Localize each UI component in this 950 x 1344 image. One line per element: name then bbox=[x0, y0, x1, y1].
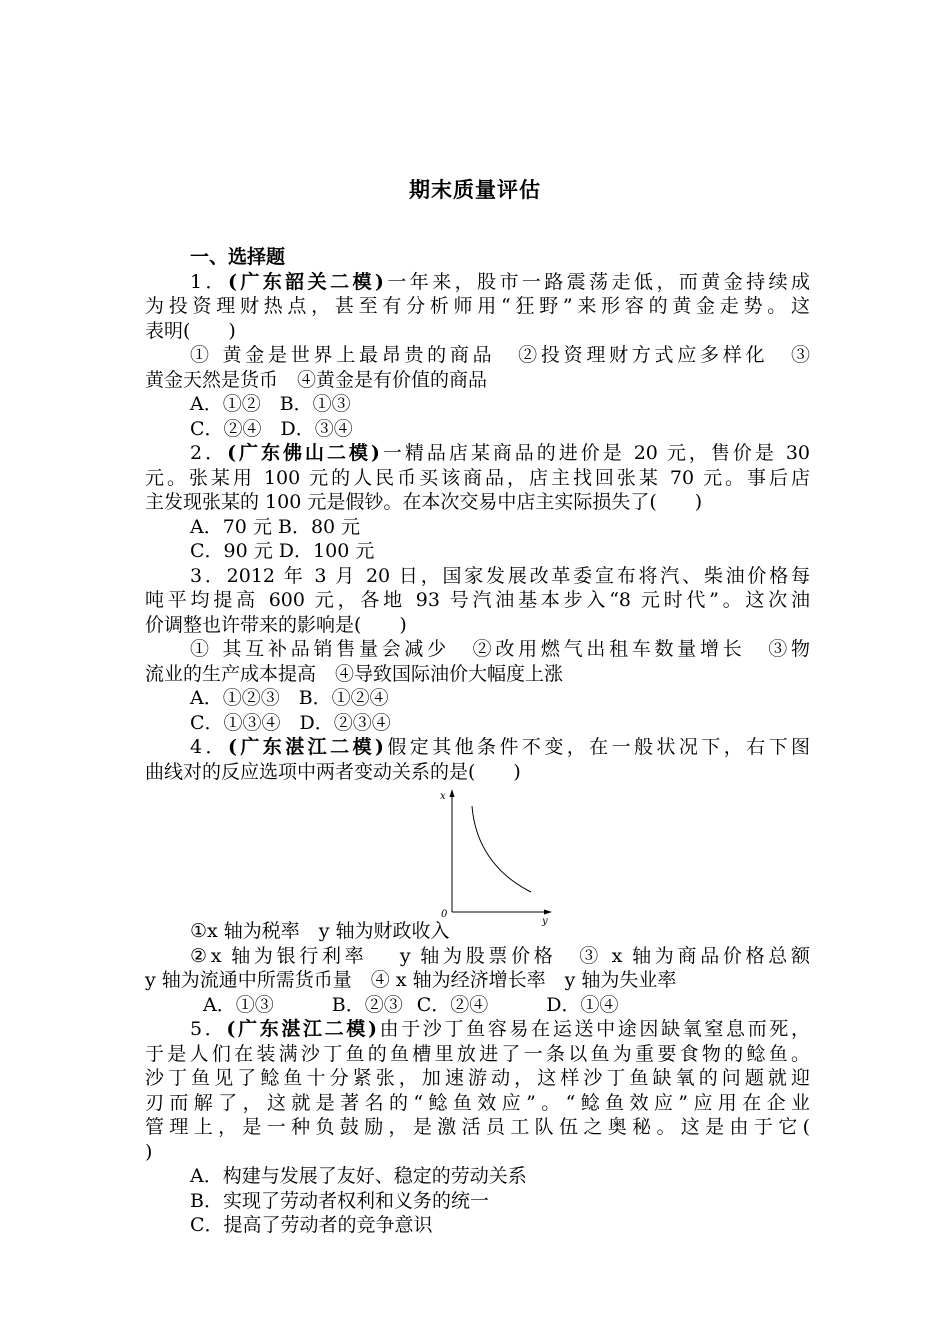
curve-figure bbox=[145, 784, 810, 927]
question-3-answers-1: A．①②③ B．①②④ bbox=[190, 687, 389, 709]
question-1-source: (广东韶关二模) bbox=[227, 270, 384, 293]
question-5-option-a: A．构建与发展了友好、稳定的劳动关系 bbox=[190, 1165, 527, 1187]
question-4-line-2: 曲线对的反应选项中两者变动关系的是( ) bbox=[145, 760, 521, 783]
question-1-answers-2: C．②④ D．③④ bbox=[190, 417, 353, 440]
question-5-line-4: 刃而解了，这就是著名的“鲶鱼效应”。“鲶鱼效应”应用在企业 bbox=[145, 1091, 810, 1114]
origin-label: 0 bbox=[441, 909, 448, 920]
question-3-line-3: 价调整也许带来的影响是( ) bbox=[145, 613, 407, 636]
question-1-statements-1: ① 黄金是世界上最昂贵的商品 ②投资理财方式应多样化 ③ bbox=[190, 344, 810, 366]
question-5-option-b: B．实现了劳动者权利和义务的统一 bbox=[190, 1189, 489, 1212]
question-2-answers-1: A．70 元 B．80 元 bbox=[190, 515, 361, 538]
question-5-line-2: 于是人们在装满沙丁鱼的鱼槽里放进了一条以鱼为重要食物的鲶鱼。 bbox=[145, 1042, 810, 1065]
curve-diagram bbox=[425, 784, 555, 927]
answer-c: C．②④ bbox=[416, 993, 489, 1016]
question-1-line-2: 为投资理财热点，甚至有分析师用“狂野”来形容的黄金走势。这 bbox=[145, 295, 810, 317]
question-3-line-2: 吨平均提高 600 元，各地 93 号汽油基本步入“8 元时代”。这次油 bbox=[145, 589, 810, 611]
question-4-answers bbox=[145, 993, 810, 1018]
axis-label-y: y bbox=[542, 916, 548, 927]
answer-b: B．②③ bbox=[331, 993, 403, 1016]
question-2-line-2: 元。张某用 100 元的人民币买该商品，店主找回张某 70 元。事后店 bbox=[145, 466, 810, 489]
question-4-source: (广东湛江二模) bbox=[227, 736, 384, 758]
question-5-line-5: 管理上，是一种负鼓励，是激活员工队伍之奥秘。这是由于它( bbox=[145, 1116, 810, 1138]
question-2-line-3: 主发现张某的 100 元是假钞。在本次交易中店主实际损失了( ) bbox=[145, 491, 703, 513]
question-3-line-1: 3．2012 年 3 月 20 日，国家发展改革委宣布将汽、柴油价格每 bbox=[190, 564, 810, 587]
question-4-line-1: 4．(广东湛江二模)假定其他条件不变，在一般状况下，右下图 bbox=[190, 736, 811, 758]
question-1-line-3: 表明( ) bbox=[145, 319, 236, 342]
answer-d: D．①④ bbox=[546, 993, 619, 1016]
question-5-option-c: C．提高了劳动者的竞争意识 bbox=[190, 1214, 433, 1236]
question-2-line-1: 2．(广东佛山二模)一精品店某商品的进价是 20 元，售价是 30 bbox=[190, 442, 811, 464]
question-3-statements-2: 流业的生产成本提高 ④导致国际油价大幅度上涨 bbox=[145, 662, 564, 685]
question-5-line-3: 沙丁鱼见了鲶鱼十分紧张，加速游动，这样沙丁鱼缺氧的问题就迎 bbox=[145, 1067, 810, 1089]
inverse-curve bbox=[472, 806, 531, 892]
document-body bbox=[145, 245, 810, 1238]
question-4-statements-2: ②x 轴为银行利率 y 轴为股票价格 ③ x 轴为商品价格总额 bbox=[190, 944, 810, 967]
section-heading: 一、选择题 bbox=[190, 246, 286, 268]
question-1-answers-1: A．①② B．①③ bbox=[190, 393, 351, 415]
y-axis-arrow bbox=[544, 910, 552, 915]
question-4-statements-1: ①x 轴为税率 y 轴为财政收入 bbox=[190, 920, 450, 942]
x-axis-arrow bbox=[450, 789, 455, 797]
axis-label-x: x bbox=[440, 791, 446, 802]
question-1-line-1: 1．(广东韶关二模)一年来，股市一路震荡走低，而黄金持续成 bbox=[190, 270, 811, 293]
question-5-source: (广东湛江二模) bbox=[226, 1018, 377, 1040]
page-title: 期末质量评估 bbox=[409, 177, 541, 202]
question-5-line-1: 5．(广东湛江二模)由于沙丁鱼容易在运送中途因缺氧窒息而死， bbox=[190, 1018, 810, 1040]
question-3-statements-1: ① 其互补品销售量会减少 ②改用燃气出租车数量增长 ③物 bbox=[190, 638, 810, 660]
question-2-answers-2: C．90 元 D．100 元 bbox=[190, 540, 375, 562]
question-3-answers-2: C．①③④ D．②③④ bbox=[190, 711, 391, 734]
question-2-source: (广东佛山二模) bbox=[227, 442, 380, 464]
question-1-statements-2: 黄金天然是货币 ④黄金是有价值的商品 bbox=[145, 368, 488, 391]
question-5-line-6: ) bbox=[145, 1140, 153, 1163]
answer-a: A．①③ bbox=[203, 993, 274, 1016]
question-4-statements-3: y 轴为流通中所需货币量 ④ x 轴为经济增长率 y 轴为失业率 bbox=[145, 969, 677, 991]
